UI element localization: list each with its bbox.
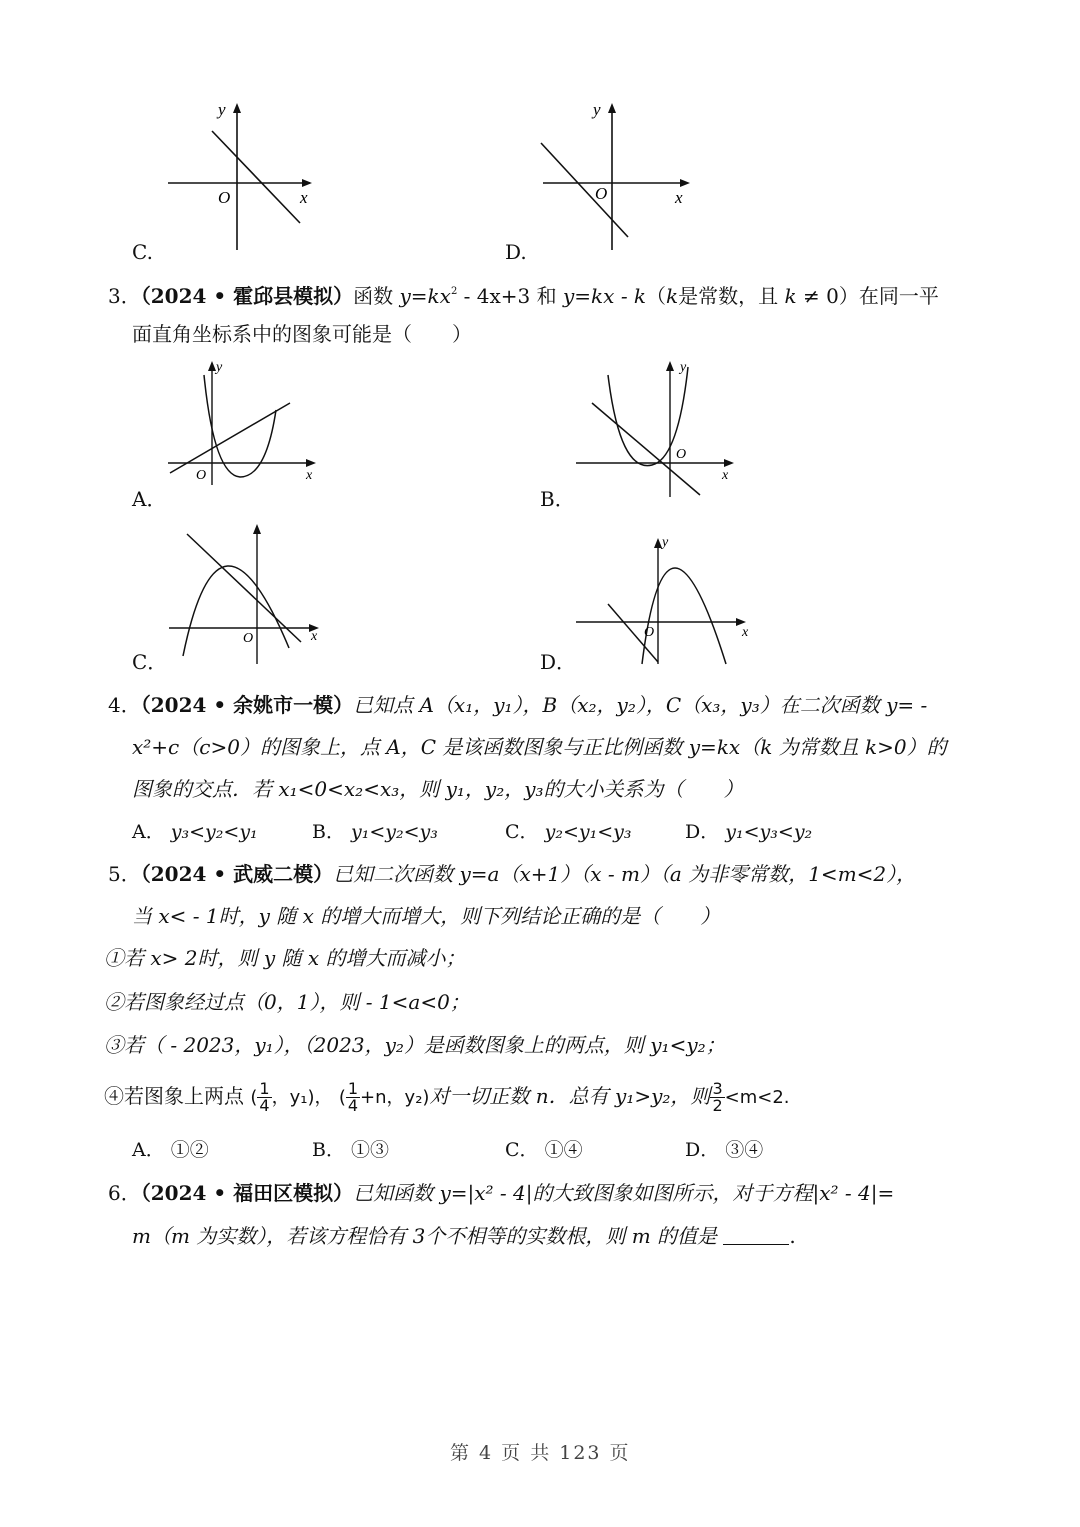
svg-text:O: O [196, 468, 207, 483]
axis-x-label: x [675, 188, 683, 207]
q5-line1: 5．（2024 • 武威二模）已知二次函数 y=a（x+1）（x - m）（a 为非零常数，1<m<2）， [108, 862, 917, 886]
origin-label: O [595, 184, 608, 203]
q3-option-a: A． [132, 487, 167, 511]
q5-statement-2: ②若图象经过点（0，1），则 - 1<a<0； [104, 990, 470, 1014]
q5-option-d: D． ③④ [685, 1139, 764, 1161]
q6-line2: m（m 为实数），若该方程恰有 3个不相等的实数根，则 m 的值是 . [132, 1224, 796, 1248]
q4-line2: x²+c（c>0）的图象上，点 A，C 是该函数图象与正比例函数 y=kx（k 为常数且 k>0）的 [132, 735, 947, 759]
graph-prev-c [160, 95, 320, 255]
svg-text:O: O [676, 447, 687, 462]
q3-line2: 面直角坐标系中的图象可能是（ ） [132, 322, 472, 346]
q4-line1: 4．（2024 • 余姚市一模）已知点 A（x₁，y₁），B（x₂，y₂），C（x₃，y₃）在二次函数 y= - [108, 693, 928, 717]
q5-option-b: B． ①③ [312, 1139, 390, 1161]
answer-blank[interactable] [723, 1226, 789, 1245]
q5-statement-4: ④若图象上两点 ( $\frac{1}{4}$ ，y₁)， ( $\frac{1}{4}$ +n，y₂)对一切正数 n．总有 y₁>y₂，则 $\frac{3}{2}$ <m<2. [104, 1079, 790, 1115]
origin-label: O [218, 188, 231, 207]
q5-statement-1: ①若 x> 2时，则 y 随 x 的增大而减小； [104, 946, 466, 970]
q5-line2: 当 x< - 1时，y 随 x 的增大而增大，则下列结论正确的是（ ） [132, 904, 721, 928]
svg-text:y: y [662, 535, 669, 550]
q4-option-a: A． y₃<y₂<y₁ [132, 821, 258, 843]
axis-y-label: y [593, 100, 601, 119]
q5-option-a: A． ①② [132, 1139, 209, 1161]
graph-q3-d [570, 532, 755, 670]
fraction-1-4b: $\frac{1}{4}$ [347, 1079, 359, 1115]
fraction-3-2: $\frac{3}{2}$ [712, 1079, 723, 1115]
axis-y-label: y [218, 100, 226, 119]
svg-text:O: O [644, 625, 655, 640]
q3-line1: 3．（2024 • 霍邱县模拟）函数 $y=kx^2 - 4x+3$ 和 y=kx - k（k是常数，且 k ≠ 0）在同一平 [108, 284, 939, 308]
option-label-d-prev: D. [505, 240, 527, 264]
svg-text:x: x [306, 468, 313, 483]
axis-x-label: x [300, 188, 308, 207]
page-footer: 第 4 页 共 123 页 [450, 1442, 631, 1464]
svg-text:y: y [680, 360, 687, 375]
graph-q3-b [570, 355, 745, 500]
q4-option-b: B． y₁<y₂<y₃ [312, 821, 438, 843]
q4-line3: 图象的交点．若 x₁<0<x₂<x₃，则 y₁，y₂，y₃的大小关系为（ ） [132, 777, 744, 801]
q4-option-c: C． y₂<y₁<y₃ [505, 821, 632, 843]
q6-line1: 6．（2024 • 福田区模拟）已知函数 y=|x² - 4|的大致图象如图所示，对于方程|x² - 4|= [108, 1181, 895, 1205]
q3-option-c: C． [132, 650, 168, 674]
graph-q3-c [165, 520, 330, 668]
svg-text:x: x [722, 468, 729, 483]
q3-option-d: D． [540, 650, 577, 674]
svg-text:x: x [742, 625, 749, 640]
svg-text:y: y [216, 360, 223, 375]
q3-option-b: B． [540, 487, 575, 511]
svg-text:O: O [243, 631, 254, 646]
graph-q3-a [160, 355, 325, 490]
graph-prev-d [535, 95, 700, 255]
fraction-1-4: $\frac{1}{4}$ [259, 1079, 270, 1115]
q5-statement-3: ③若（ - 2023，y₁），（2023，y₂）是函数图象上的两点，则 y₁<y₂； [104, 1033, 726, 1057]
svg-text:x: x [311, 629, 318, 644]
q5-option-c: C． ①④ [505, 1139, 583, 1161]
option-label-c-prev: C. [132, 240, 153, 264]
q4-option-d: D． y₁<y₃<y₂ [685, 821, 813, 843]
